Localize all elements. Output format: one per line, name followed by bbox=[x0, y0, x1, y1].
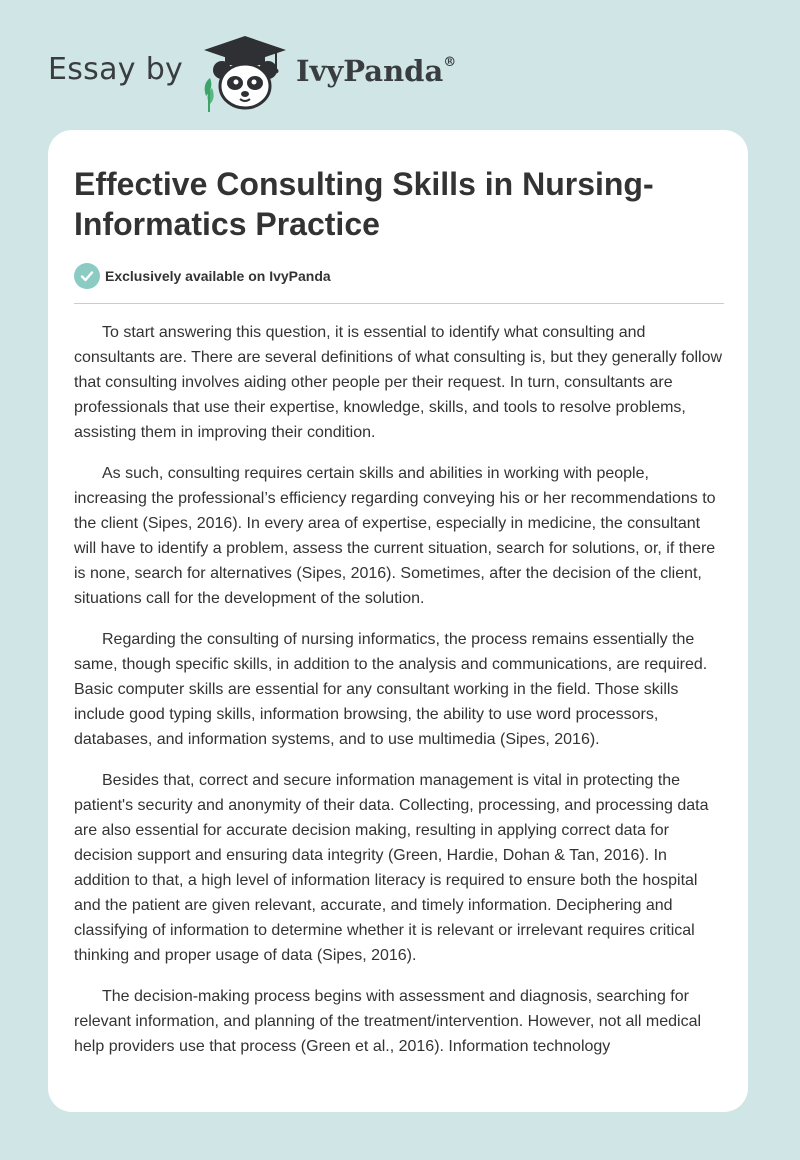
badge-label: Exclusively available on IvyPanda bbox=[105, 268, 331, 284]
check-circle-icon bbox=[74, 263, 100, 289]
essay-body bbox=[74, 320, 724, 1075]
paragraph: The decision-making process begins with assessment and diagnosis, searching for relevant information, and planning of the treatment/intervention. However, not all medical help providers use that process (Green et al., 2016). Information technology bbox=[74, 988, 702, 1055]
exclusive-badge bbox=[74, 263, 331, 289]
paragraph: As such, consulting requires certain skills and abilities in working with people, increasing the professional’s efficiency regarding conveying his or her recommendations to the client (Sipes, 2016). In every area of expertise, especially in medicine, the consultant will have to identify a problem, assess the current situation, search for solutions, or, if there is none, search for alternatives (Sipes, 2016). Sometimes, after the decision of the client, situations call for the development of the solution. bbox=[74, 465, 716, 607]
divider bbox=[74, 303, 724, 304]
essay-card bbox=[48, 130, 748, 1112]
registered-mark: ® bbox=[443, 55, 457, 71]
panda-graduate-icon[interactable] bbox=[200, 34, 290, 112]
page-title: Effective Consulting Skills in Nursing-Informatics Practice bbox=[74, 166, 654, 242]
brand-name[interactable]: IvyPanda® bbox=[296, 54, 457, 88]
paragraph: To start answering this question, it is essential to identify what consulting and consultants are. There are several definitions of what consulting is, but they generally follow that consulting involves aiding other people per their request. In turn, consultants are professionals that use their expertise, knowledge, skills, and tools to resolve problems, assisting them in improving their condition. bbox=[74, 324, 723, 441]
site-header bbox=[48, 30, 548, 110]
essay-by-label: Essay by bbox=[48, 52, 184, 87]
paragraph: Regarding the consulting of nursing informatics, the process remains essentially the same, though specific skills, in addition to the analysis and communications, are required. Basic computer skills are essential for any consultant working in the field. Those skills include good typing skills, information browsing, the ability to use word processors, databases, and information systems, and to use multimedia (Sipes, 2016). bbox=[74, 631, 708, 748]
paragraph: Besides that, correct and secure information management is vital in protecting the patient's security and anonymity of their data. Collecting, processing, and processing data are also essential for accurate decision making, resulting in applying correct data for decision support and ensuring data integrity (Green, Hardie, Dohan & Tan, 2016). In addition to that, a high level of information literacy is required to ensure both the hospital and the patient are given relevant, accurate, and timely information. Deciphering and classifying of information to determine whether it is relevant or irrelevant requires critical thinking and proper usage of data (Sipes, 2016). bbox=[74, 772, 709, 964]
